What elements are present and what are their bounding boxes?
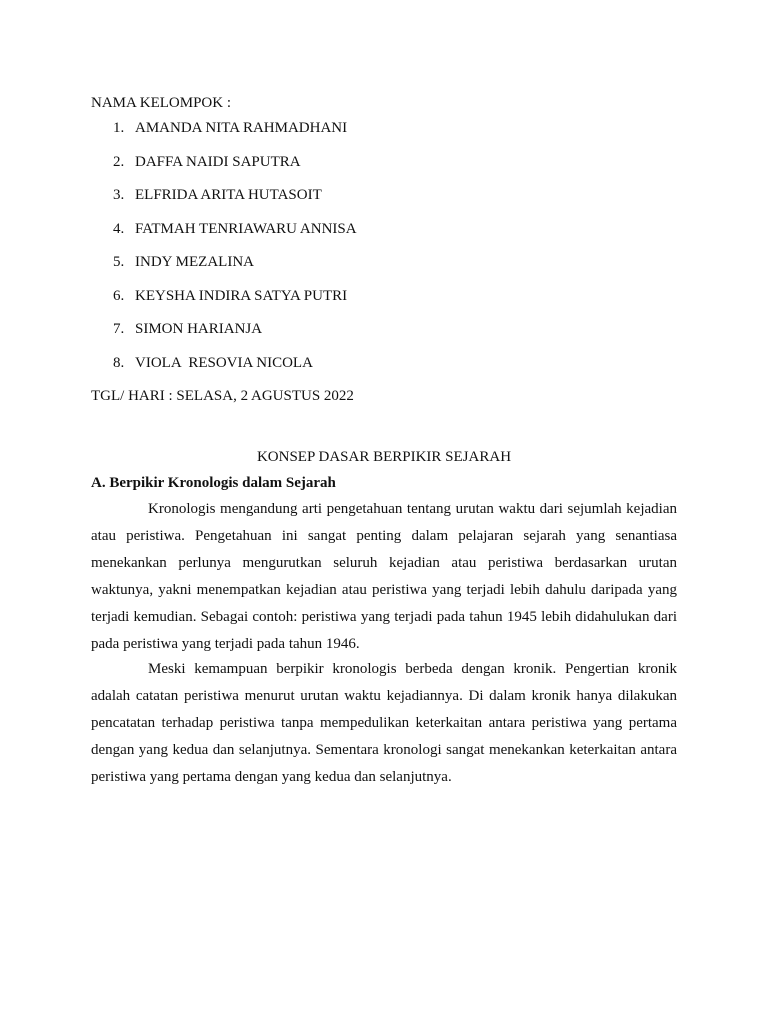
member-number: 4. — [113, 221, 125, 237]
member-number: 6. — [113, 288, 125, 304]
member-item — [113, 219, 357, 239]
member-number: 3. — [113, 187, 125, 203]
paragraph-chronology: Kronologis mengandung arti pengetahuan tentang urutan waktu dari sejumlah kejadian atau peristiwa. Pengetahuan ini sangat penting dalam pelajaran sejarah yang senantiasa menekankan perlunya mengurutkan seluruh kejadian atau peristiwa berdasarkan urutan waktunya, yakni menempatkan kejadian atau peristiwa yang terjadi lebih dahulu daripada yang terjadi kemudian. Sebagai contoh: peristiwa yang terjadi pada tahun 1945 lebih didahulukan dari pada peristiwa yang terjadi pada tahun 1946. — [91, 501, 677, 652]
date-line: TGL/ HARI : SELASA, 2 AGUSTUS 2022 — [91, 388, 354, 404]
member-name: KEYSHA INDIRA SATYA PUTRI — [135, 288, 348, 304]
section-heading: A. Berpikir Kronologis dalam Sejarah — [91, 475, 336, 491]
member-number: 5. — [113, 254, 125, 270]
member-number: 1. — [113, 120, 125, 136]
member-name: FATMAH TENRIAWARU ANNISA — [135, 221, 357, 237]
member-name: AMANDA NITA RAHMADHANI — [135, 120, 348, 136]
group-heading: NAMA KELOMPOK : — [91, 95, 232, 111]
member-name: ELFRIDA ARITA HUTASOIT — [135, 187, 322, 203]
member-name: VIOLA RESOVIA NICOLA — [135, 355, 313, 371]
paragraph-chronicle: Meski kemampuan berpikir kronologis berbeda dengan kronik. Pengertian kronik adalah catatan peristiwa menurut urutan waktu kejadiannya. Di dalam kronik hanya dilakukan pencatatan terhadap peristiwa tanpa mempedulikan keterkaitan antara peristiwa yang pertama dengan yang kedua dan selanjutnya. Sementara kronologi sangat menekankan keterkaitan antara peristiwa yang pertama dengan yang kedua dan selanjutnya. — [91, 661, 677, 785]
member-number: 8. — [113, 355, 125, 371]
member-item — [113, 152, 301, 172]
document-title: KONSEP DASAR BERPIKIR SEJARAH — [256, 449, 512, 465]
member-item — [113, 353, 313, 373]
member-item — [113, 252, 254, 272]
member-name: INDY MEZALINA — [135, 254, 255, 270]
member-name: DAFFA NAIDI SAPUTRA — [135, 154, 301, 170]
member-number: 2. — [113, 154, 125, 170]
member-item — [113, 118, 347, 138]
member-item — [113, 286, 347, 306]
member-number: 7. — [113, 321, 125, 337]
member-item — [113, 319, 262, 339]
member-item — [113, 185, 322, 205]
member-name: SIMON HARIANJA — [135, 321, 263, 337]
